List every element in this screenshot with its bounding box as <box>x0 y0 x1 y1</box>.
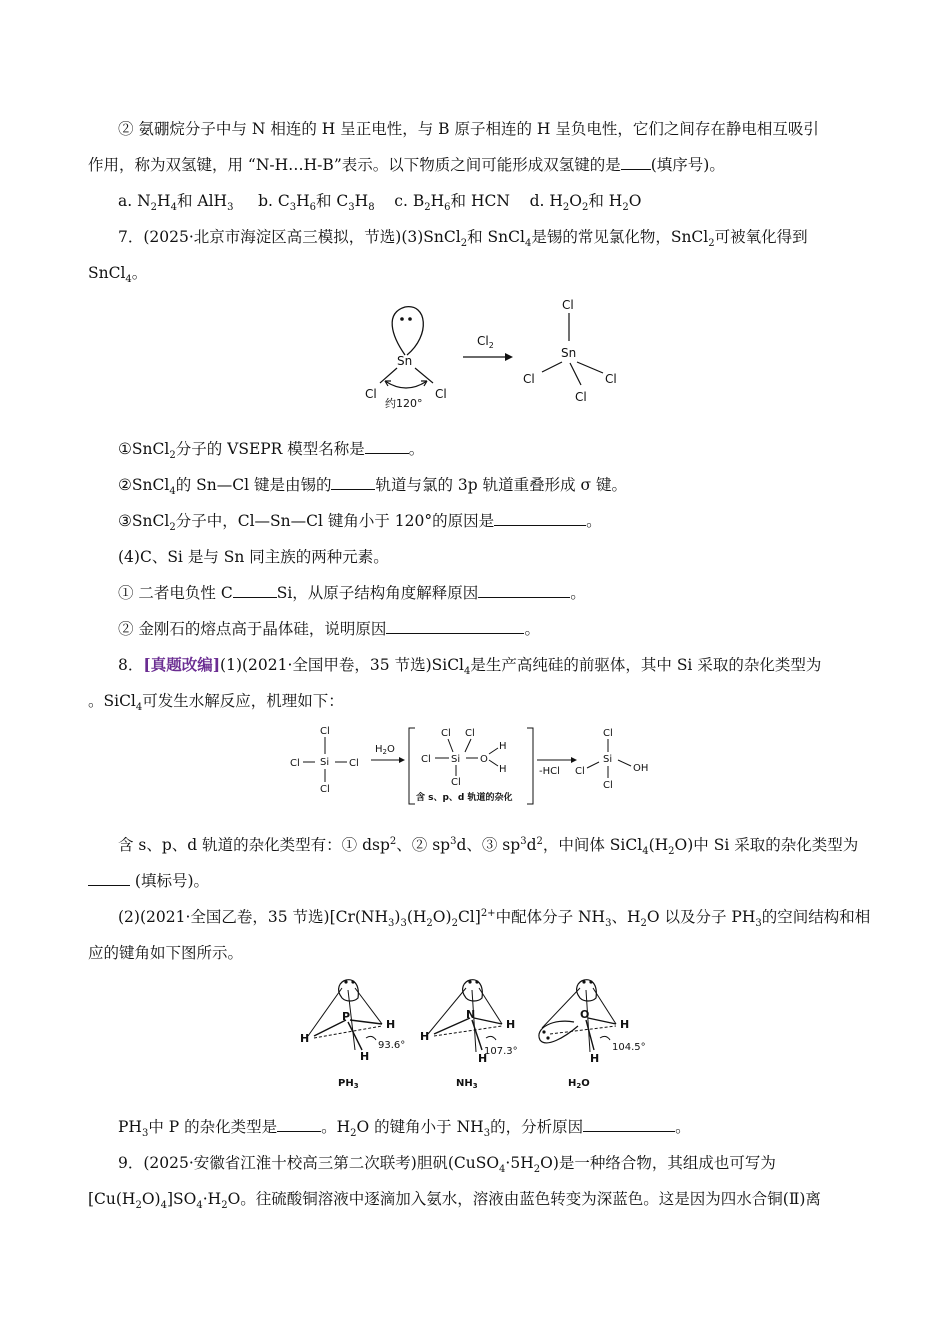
cl-label: Cl <box>523 372 535 386</box>
nh3-label: $NH_3$ <box>456 1078 478 1090</box>
q7-line-2: SnCl$_4$。 <box>88 264 148 286</box>
si-atom-label: Si <box>603 754 613 765</box>
cl-label: Cl <box>365 387 377 401</box>
cl-label: Cl <box>603 728 613 739</box>
h-label: H <box>590 1052 600 1065</box>
sicl4-hydrolysis-diagram <box>285 722 665 810</box>
o-atom-label: O <box>580 1008 590 1021</box>
q8-part-2-line-1: (2)(2021·全国乙卷，35 节选)$[Cr(NH_3)_3(H_2O)_2Cl]^{2+}$中配体分子 $NH_3$、$H_2O$ 以及分子 $PH_3$的空间结构和相 <box>118 907 871 930</box>
q7-sub-2: ②SnCl$_4$的 Sn—Cl 键是由锡的 轨道与氯的 3p 轨道重叠形成 σ 键。 <box>118 476 628 498</box>
h-label: H <box>499 764 507 775</box>
cl-label: Cl <box>320 784 330 795</box>
q7-part-4-2: ② 金刚石的熔点高于晶体硅，说明原因 。 <box>118 620 540 638</box>
cl-label: Cl <box>603 780 613 791</box>
answer-blank[interactable] <box>365 439 409 454</box>
q6-options: a. $N_2H_4$和 AlH$_3$ b. $C_3H_6$和 $C_3H_8$ c. $B_2H_6$和 HCN d. $H_2O_2$和 $H_2O$ <box>118 192 642 214</box>
molecule-geometry-diagram <box>300 968 660 1098</box>
answer-blank[interactable] <box>88 871 130 886</box>
q7-part-4-1: ① 二者电负性 C Si，从原子结构角度解释原因 。 <box>118 584 586 602</box>
cl-label: Cl <box>421 754 431 765</box>
sn-atom-label: Sn <box>561 346 577 360</box>
si-atom-label: Si <box>451 754 461 765</box>
cl-label: Cl <box>435 387 447 401</box>
h-label: H <box>620 1018 630 1031</box>
q6-line-1: ② 氨硼烷分子中与 N 相连的 H 呈正电性，与 B 原子相连的 H 呈负电性，它们之间存在静电相互吸引 <box>118 120 819 138</box>
answer-blank[interactable] <box>331 475 375 490</box>
h2o-molecule <box>539 980 646 1090</box>
q8-part-3: $PH_3$中 P 的杂化类型是 。$H_2O$ 的键角小于 $NH_3$的，分析原因 。 <box>118 1118 691 1140</box>
cl2-reagent: $Cl_2$ <box>477 334 494 350</box>
q7-sub-1: ①SnCl$_2$分子的 VSEPR 模型名称是 。 <box>118 440 425 462</box>
h-label: H <box>499 741 507 752</box>
p-atom-label: P <box>342 1010 351 1023</box>
answer-blank[interactable] <box>621 155 651 170</box>
cl-label: Cl <box>465 728 475 739</box>
cl-label: Cl <box>441 728 451 739</box>
h-label: H <box>506 1018 516 1031</box>
q8-line-4: (填标号)。 <box>88 870 209 892</box>
ph3-molecule <box>300 980 405 1090</box>
nh3-molecule <box>420 980 518 1090</box>
n-atom-label: N <box>466 1008 476 1021</box>
q7-sub-3: ③SnCl$_2$分子中，Cl—Sn—Cl 键角小于 120°的原因是 。 <box>118 512 602 534</box>
answer-blank[interactable] <box>277 1117 321 1132</box>
h-label: H <box>478 1052 488 1065</box>
o-atom-label: O <box>480 754 488 765</box>
oh-label: OH <box>633 763 649 774</box>
q8-line-3: 含 s、p、d 轨道的杂化类型有：① dsp$^2$、② $sp^3d$、③ $sp^3d^2$，中间体 $SiCl_4(H_2O)$中 Si 采取的杂化类型为 <box>118 835 859 858</box>
angle-label: 约120° <box>385 397 423 410</box>
q8-line-2: 。SiCl$_4$可发生水解反应，机理如下： <box>88 692 344 714</box>
cl-label: Cl <box>575 766 585 777</box>
q7-part-4: (4)C、Si 是与 Sn 同主族的两种元素。 <box>118 548 389 566</box>
q6-line-2: 作用，称为双氢键，用 “N-H…H-B”表示。以下物质之间可能形成双氢键的是 (填序号)。 <box>88 156 725 174</box>
cl-label: Cl <box>290 758 300 769</box>
angle-label: 104.5° <box>612 1042 646 1053</box>
q7-line-1: 7．(2025·北京市海淀区高三模拟，节选)(3)SnCl$_2$和 SnCl$_4$是锡的常见氯化物，SnCl$_2$可被氧化得到 <box>118 228 808 250</box>
cl-label: Cl <box>605 372 617 386</box>
answer-blank[interactable] <box>494 511 586 526</box>
sncl2-to-sncl4-diagram <box>355 295 635 415</box>
answer-blank[interactable] <box>478 583 570 598</box>
question-tag: [真题改编] <box>143 655 221 674</box>
q9-line-1: 9．(2025·安徽省江淮十校高三第二次联考)胆矾$(CuSO_4\cdot 5H_2O)$是一种络合物，其组成也可写为 <box>118 1154 776 1176</box>
cl-label: Cl <box>575 390 587 404</box>
cl-label: Cl <box>320 726 330 737</box>
angle-label: 93.6° <box>378 1040 406 1051</box>
answer-blank[interactable] <box>233 583 277 598</box>
si-atom-label: Si <box>320 757 330 768</box>
ph3-label: $PH_3$ <box>338 1078 359 1090</box>
cl-label: Cl <box>562 298 574 312</box>
cl-label: Cl <box>349 758 359 769</box>
h-label: H <box>300 1032 310 1045</box>
angle-label: 107.3° <box>484 1046 518 1057</box>
q8-part-2-line-2: 应的键角如下图所示。 <box>88 944 244 962</box>
q8-line-1: 8．[真题改编](1)(2021·全国甲卷，35 节选)SiCl$_4$是生产高纯硅的前驱体，其中 Si 采取的杂化类型为 <box>118 655 822 678</box>
hybridization-box-label: 含 s、p、d 轨道的杂化 <box>416 793 513 803</box>
h2o-label: $H_2O$ <box>568 1078 590 1090</box>
h-label: H <box>420 1030 430 1043</box>
q9-line-2: $[Cu(H_2O)_4]SO_4\cdot H_2O$。往硫酸铜溶液中逐滴加入氨水，溶液由蓝色转变为深蓝色。这是因为四水合铜(Ⅱ)离 <box>88 1190 821 1212</box>
cl-label: Cl <box>451 777 461 788</box>
answer-blank[interactable] <box>583 1117 675 1132</box>
minus-hcl-label: -HCl <box>539 766 560 777</box>
h-label: H <box>386 1018 396 1031</box>
answer-blank[interactable] <box>386 619 524 634</box>
h-label: H <box>360 1050 370 1063</box>
h2o-reagent: $H_2O$ <box>375 744 395 756</box>
sn-atom-label: Sn <box>397 354 413 368</box>
